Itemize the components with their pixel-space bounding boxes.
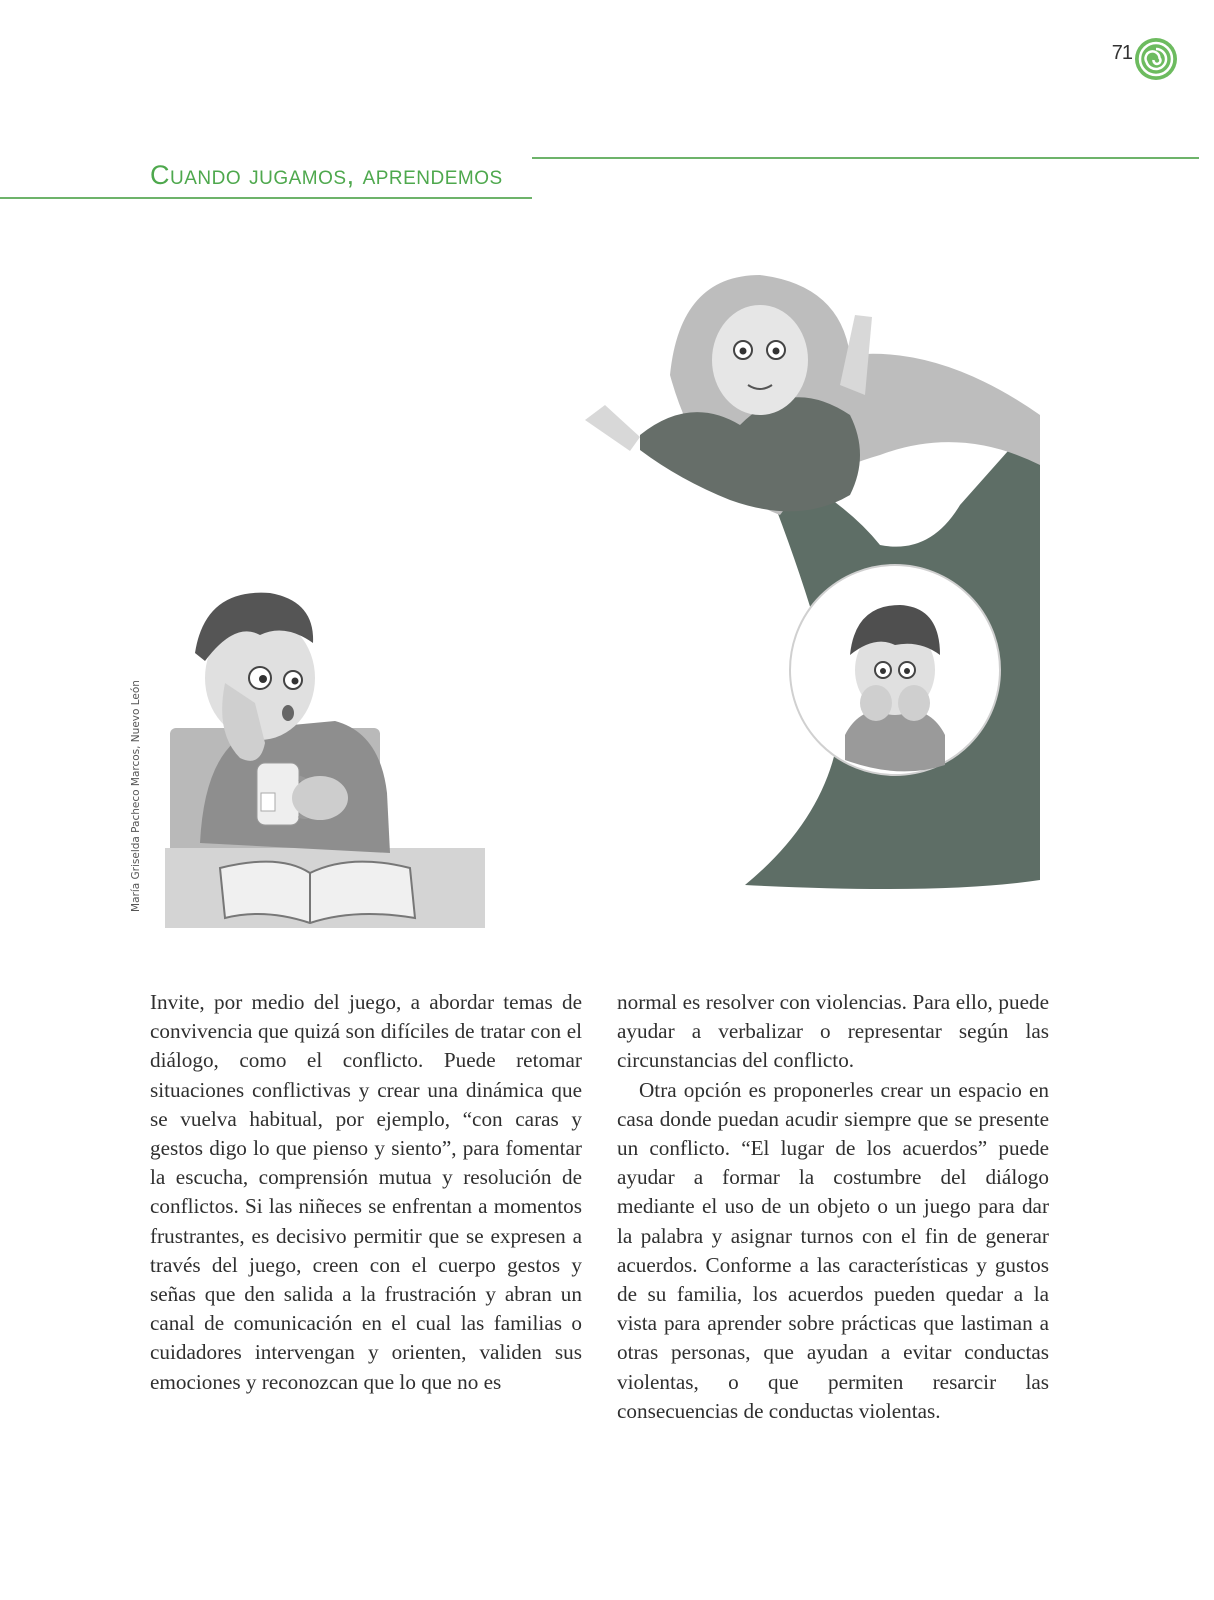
illustration-credit: María Griselda Pacheco Marcos, Nuevo León bbox=[130, 680, 142, 912]
body-paragraph: normal es resolver con violencias. Para ello, puede ayudar a verbalizar o representar según las circunstancias del conflicto. bbox=[617, 990, 1049, 1073]
section-title: Cuando jugamos, aprendemos bbox=[150, 160, 503, 190]
woman-and-scared-boy-illustration bbox=[580, 255, 1050, 940]
body-paragraph: Invite, por medio del juego, a abordar temas de convivencia que quizá son difíciles de tratar con el diálogo, como el conflicto. Puede retomar situaciones conflictivas y crear una dinámica que se vuelva habitual, por ejemplo, “con caras y gestos digo lo que pienso y siento”, para fomentar la escucha, comprensión mutua y resolución de conflictos. Si las niñeces se enfrentan a momentos frustrantes, es decisivo permitir que se expresen a través del juego, creen con el cuerpo gestos y señas que den salida a la frustración y abran un canal de comunicación en el cual las familias o cuidadores intervengan y orienten, validen sus emociones y reconozcan que lo que no es bbox=[150, 990, 582, 1394]
page-number: 71 bbox=[1111, 42, 1132, 64]
header-rule-left bbox=[0, 197, 532, 199]
header-rule-right bbox=[532, 157, 1199, 159]
boy-at-desk-illustration bbox=[165, 583, 485, 928]
spiral-logo-icon bbox=[1133, 36, 1179, 82]
body-column-left bbox=[150, 988, 582, 1397]
body-paragraph: Otra opción es proponerles crear un espacio en casa donde puedan acudir siempre que se presente un conflicto. “El lugar de los acuerdos” puede ayudar a formar la costumbre del diálogo mediante el uso de un objeto o un juego para dar la palabra y asignar turnos con el fin de generar acuerdos. Conforme a las características y gustos de su familia, los acuerdos pueden quedar a la vista para aprender sobre prácticas que lastiman a otras personas, que ayudan a evitar conductas violentas, o que permiten resarcir las consecuencias de conductas violentas. bbox=[617, 1077, 1049, 1423]
body-column-right bbox=[617, 988, 1049, 1426]
